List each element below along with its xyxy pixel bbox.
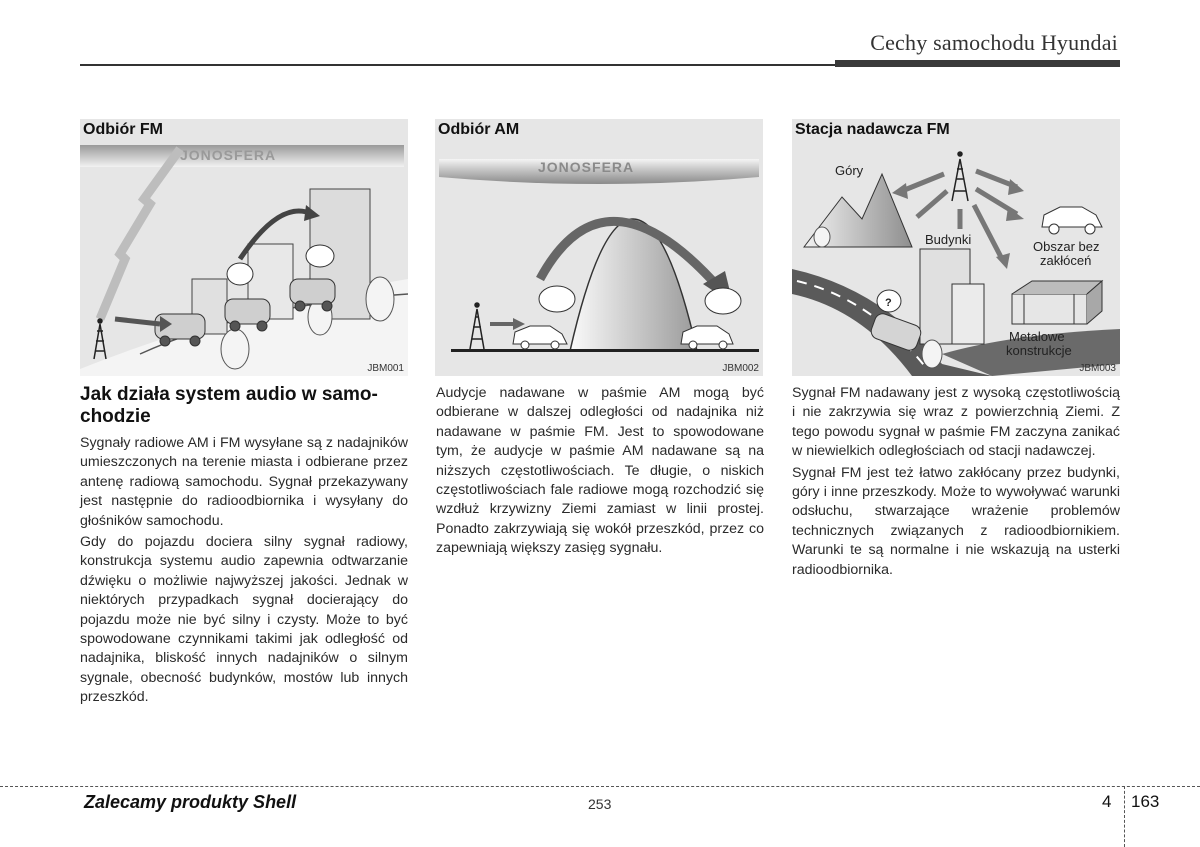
label-metal-1: Metalowe (1009, 329, 1065, 344)
column-1 (80, 384, 408, 710)
footer-section-number: 4 (1102, 792, 1112, 811)
label-buildings: Budynki (925, 232, 972, 247)
figure-fm-station (792, 119, 1120, 376)
fm-station-illustration (792, 119, 1120, 376)
label-mountains: Góry (835, 163, 864, 178)
am-reception-illustration (435, 119, 763, 376)
label-clear-area-2: zakłóceń (1040, 253, 1092, 268)
label-metal-2: konstrukcje (1006, 343, 1072, 358)
column-2 (436, 384, 764, 561)
footer-divider (0, 786, 1200, 787)
label-clear-area-1: Obszar bez (1033, 239, 1100, 254)
fm-reception-illustration (80, 119, 408, 376)
footer-slogan: Zalecamy produkty Shell (84, 792, 297, 812)
footer-vertical-divider (1124, 786, 1125, 847)
page-header-title: Cechy samochodu Hyundai (870, 30, 1118, 55)
paragraph: Sygnał FM jest też łatwo zakłócany przez budynki, góry i inne przeszkody. Może to wywoływać warunki odsłuchu, stwarzające wrażenie problemów technicznych związanych z radioodbiornikiem. Warunki te są normalne i nie wskazują na usterki radioodbiornika. (792, 464, 1120, 578)
transmitter-tower-icon (952, 152, 968, 201)
figure-am-reception (435, 119, 763, 376)
column-3 (792, 384, 1120, 582)
paragraph: Gdy do pojazdu dociera silny sygnał radiowy, konstrukcja systemu audio zapewnia odtwarzanie dźwięku o możliwie najwyższej jakości. Jednak w niektórych przypadkach sygnał docierający do pojazdu może nie być silny i czysty. Może to być spowodowane czynnikami takimi jak odległość od nadajnika, bliskość innych nadajników o silnym sygnale, obecność budynków, mostów lub innych przeszkód. (80, 534, 408, 706)
figure-code: JBM003 (1079, 363, 1116, 374)
figure-title: Stacja nadawcza FM (795, 121, 950, 138)
svg-text:?: ? (885, 297, 892, 309)
ionosphere-label: JONOSFERA (180, 147, 277, 163)
header-bar (835, 60, 1120, 67)
car-icon (869, 312, 923, 353)
transmitter-tower-icon (94, 319, 106, 359)
figure-title: Odbiór FM (83, 121, 163, 138)
paragraph: Sygnały radiowe AM i FM wysyłane są z nadajników umieszczonych na terenie miasta i odbierane przez antenę radiową samochodu. Sygnał przekazywany jest następnie do radioodbiornika i wysyłany do głośników samochodu. (80, 435, 408, 529)
footer-page-number: 163 (1131, 792, 1160, 811)
figure-code: JBM002 (722, 363, 759, 374)
figure-title: Odbiór AM (438, 121, 520, 138)
footer-page-index: 253 (588, 796, 612, 812)
section-heading: Jak działa system audio w samo- chodzie (80, 384, 378, 427)
paragraph: Sygnał FM nadawany jest z wysoką częstotliwością i nie zakrzywia się wraz z powierzchnią Ziemi. Z tego powodu sygnał w paśmie FM zaczyna zanikać w niewielkich odległościach od stacji nadawczej. (792, 385, 1120, 460)
figure-code: JBM001 (367, 363, 404, 374)
ionosphere-label: JONOSFERA (538, 159, 635, 175)
mountain-shape (570, 219, 697, 351)
car-icon (513, 326, 567, 349)
transmitter-tower-icon (470, 303, 484, 349)
paragraph: Audycje nadawane w paśmie AM mogą być odbierane w dalszej odległości od nadajnika niż nadawane w paśmie FM. Jest to spowodowane tym, że audycje w paśmie AM nadawane są na niższych częstotliwościach. Te długie, o niskich częstotliwościach fale radiowe mogą rozchodzić się wzdłuż krzywizny Ziemi zamiast w linii prostej. Ponadto zakrzywiają się wokół przeszkód, przez co zapewniają większy zasięg sygnału. (436, 385, 764, 557)
figure-fm-reception (80, 119, 408, 376)
